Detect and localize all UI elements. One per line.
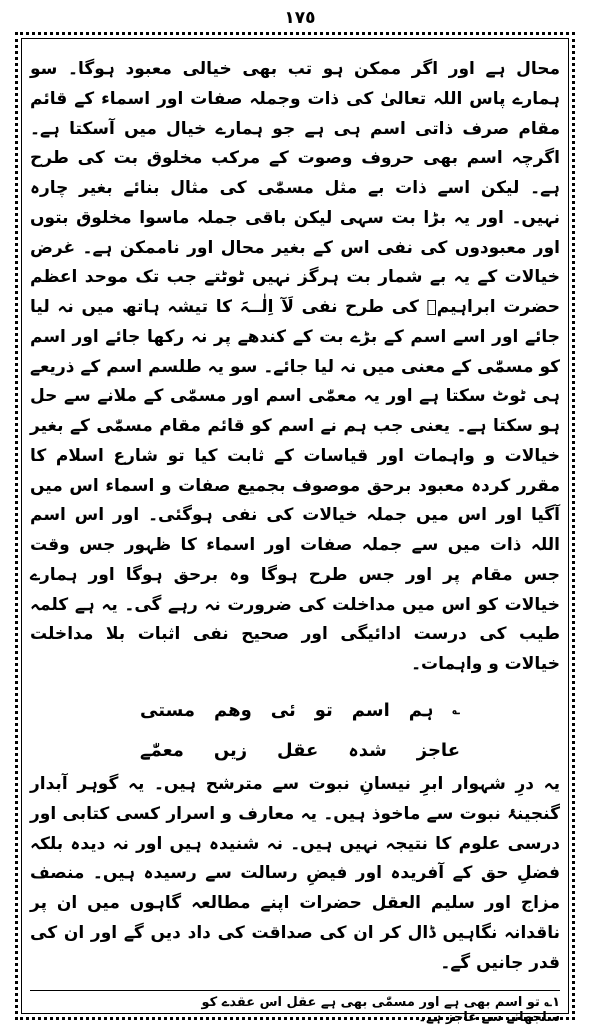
verse-line-1 — [140, 690, 460, 730]
paragraph-1: محال ہے اور اگر ممکن ہو تب بھی خیالی معبود ہوگا۔ سو ہمارے پاس اللہ تعالیٰ کی ذات وجملہ صفات اور اسماء کے قائم مقام صرف ذاتی اسم ہی ہے جو ہمارے خیال میں آسکتا ہے۔ اگرچہ اسم بھی حروف وصوت کے مرکب مخلوق بت کی طرح ہے۔ لیکن اسے ذات بے مثل مسمّٰی کی مثال بنائے بغیر چارہ نہیں۔ اور یہ بڑا بت سہی لیکن باقی جملہ ماسوا مخلوق بتوں اور معبودوں کی نفی اس کے بغیر محال اور ناممکن ہے۔ غرض خیالات کے یہ بے شمار بت ہرگز نہیں ٹوٹتے جب تک موحد اعظم حضرت ابراہیمؑ کی طرح نفی لَآ اِلٰــہَ کا تیشہ ہاتھ میں نہ لیا جائے اور اسے اسم کے بڑے بت کے کندھے پر نہ رکھا جائے اور اسم کو مسمّٰی کے معنی میں نہ لیا جائے۔ سو یہ طلسم اسم کے ذریعے ہی ٹوٹ سکتا ہے اور یہ معمّٰی اسم اور مسمّٰی کے ملانے سے حل ہو سکتا ہے۔ یعنی جب ہم نے اسم کو قائم مقام مسمّٰی کے بغیر خیالات و واہمات اور قیاسات کے ثابت کیا تو شارع اسلام کا مقرر کردہ معبود برحق موصوف بجمیع صفات و اسماء اس میں آگیا اور اس میں جملہ خیالات کی نفی ہوگئی۔ اور اس اسم اللہ ذات میں سے جملہ صفات اور اسماء کا ظہور جس وقت جس مقام پر اور جس طرح ہوگا وہ برحق ہوگا اور ہمارے خیالات کو اس میں مداخلت کی ضرورت نہ رہے گی۔ یہ ہے کلمہ طیب کی درست ادائیگی اور صحیح نفی اثبات بلا مداخلت خیالات و واہمات۔ — [30, 59, 560, 674]
verse-block — [140, 690, 460, 770]
verse-word: شدہ — [348, 739, 387, 761]
verse-line-2 — [140, 730, 460, 770]
paragraph-2: یہ درِ شہوار ابرِ نیسانِ نبوت سے مترشح ہیں۔ یہ گوہر آبدار گنجینۂ نبوت سے ماخوذ ہیں۔ یہ معارف و اسرار کسی کتابی اور درسی علوم کا نتیجہ نہیں ہیں۔ نہ شنیدہ ہیں اور نہ دیدہ بلکہ فضلِ حق کے آفریدہ اور فیضِ رسالت سے رسیدہ ہیں۔ منصف مزاج اور سلیم العقل حضرات اپنے مطالعہ گاہوں میں ان پر ناقدانہ نگاہیں ڈال کر ان کی صداقت کی داد دیں گے اور ان کی قدر جانیں گے۔ — [30, 774, 560, 973]
page-number: ١٧٥ — [284, 8, 316, 28]
verse-word: عاجز — [416, 739, 460, 761]
verse-word: ئی — [270, 699, 296, 721]
footnote-divider — [30, 990, 560, 991]
verse-word: ہم — [408, 699, 434, 721]
verse-word: تو — [314, 699, 333, 721]
verse-word: مستی — [140, 699, 196, 721]
verse-word: عقل — [277, 739, 319, 761]
footnote: ۱؎ تو اسم بھی ہے اور مسمّٰی بھی ہے عقل اس عقدے کو سلجھانے سے عاجز ہے۔ — [201, 995, 560, 1025]
verse-word: اسم — [351, 699, 390, 721]
verse-footnote-marker: ؎ — [452, 702, 460, 718]
verse-word: زیں — [213, 739, 248, 761]
verse-word: معمّٰے — [140, 739, 184, 761]
main-text-block — [30, 55, 560, 680]
verse-word: وھم — [214, 699, 252, 721]
